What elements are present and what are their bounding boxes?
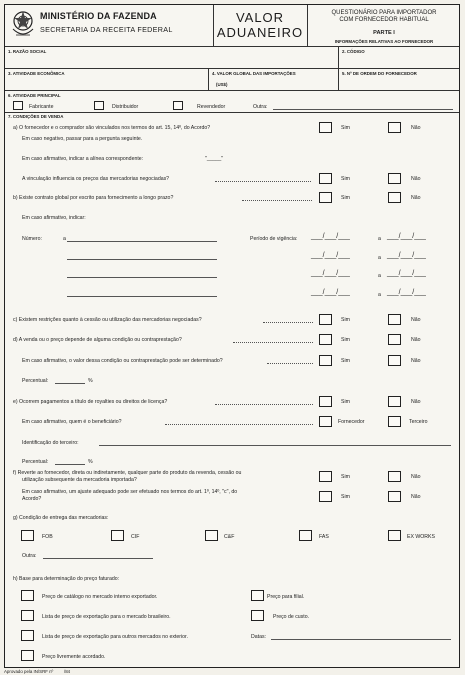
a2-nao-checkbox[interactable]: [388, 173, 401, 184]
codigo-label: 2. CÓDIGO: [342, 49, 365, 54]
d-positive-note: Em caso afirmativo, o valor dessa condição ou contraprestação pode ser determinado?: [22, 358, 223, 364]
h-livre-checkbox[interactable]: [21, 650, 34, 661]
secretariat-name: SECRETARIA DA RECEITA FEDERAL: [40, 25, 173, 34]
questionnaire-title-1: QUESTIONÁRIO PARA IMPORTADOR: [331, 10, 437, 16]
f2-sim-label: Sim: [341, 494, 350, 500]
date-row-2[interactable]: ___/___/___: [311, 252, 350, 259]
numero-line-2[interactable]: [67, 259, 217, 260]
question-b: b) Existe contrato global por escrito para fornecimento a longo prazo?: [13, 195, 174, 201]
ministry-name: MINISTÉRIO DA FAZENDA: [40, 11, 157, 21]
date-a-4: a: [378, 292, 381, 298]
c-nao-checkbox[interactable]: [388, 314, 401, 325]
h-catalogo-checkbox[interactable]: [21, 590, 34, 601]
d-sim-checkbox[interactable]: [319, 334, 332, 345]
d-percentual-field[interactable]: [55, 383, 85, 384]
a-negative-note: Em caso negativo, passar para a pergunta seguinte.: [22, 136, 143, 142]
title-aduaneiro: ADUANEIRO: [216, 25, 304, 40]
distribuidor-checkbox[interactable]: [94, 101, 104, 110]
question-f-line1: f) Reverte ao fornecedor, direta ou indiretamente, qualquer parte do produto da revenda, cessão ou: [13, 470, 242, 476]
d-pct-sign: %: [88, 378, 93, 384]
h-livre-label: Preço livremente acordado.: [42, 654, 106, 660]
g-outra-label: Outra:: [22, 553, 37, 559]
customs-form: [4, 4, 460, 668]
d2-nao-checkbox[interactable]: [388, 355, 401, 366]
usd-label: (US$): [216, 82, 228, 87]
d-nao-label: Não: [411, 337, 421, 343]
e-positive-note: Em caso afirmativo, quem é o beneficiário?: [22, 419, 122, 425]
e-pct-sign: %: [88, 459, 93, 465]
h-custo-checkbox[interactable]: [251, 610, 264, 621]
atividade-principal-label: 6. ATIVIDADE PRINCIPAL: [8, 93, 61, 98]
numero-line-4[interactable]: [67, 296, 217, 297]
valor-global-label: 4. VALOR GLOBAL DAS IMPORTAÇÕES: [212, 71, 296, 76]
h-outros-checkbox[interactable]: [21, 630, 34, 641]
e-percentual-field[interactable]: [55, 464, 85, 465]
e-ident-field[interactable]: [99, 445, 451, 446]
razao-social-label: 1. RAZÃO SOCIAL: [8, 49, 47, 54]
c-sim-label: Sim: [341, 317, 350, 323]
h-brasil-label: Lista de preço de exportação para o mercado brasileiro.: [42, 614, 171, 620]
fabricante-label: Fabricante: [29, 104, 54, 110]
d2-sim-checkbox[interactable]: [319, 355, 332, 366]
b-sim-label: Sim: [341, 195, 350, 201]
a2-nao-label: Não: [411, 176, 421, 182]
f2-nao-checkbox[interactable]: [388, 491, 401, 502]
f-nao-checkbox[interactable]: [388, 471, 401, 482]
revendedor-checkbox[interactable]: [173, 101, 183, 110]
e-sim-checkbox[interactable]: [319, 396, 332, 407]
date-row-1[interactable]: ___/___/___: [311, 233, 350, 240]
question-a: a) O fornecedor e o comprador são vinculados nos termos do art. 15, 14º, do Acordo?: [13, 125, 211, 131]
cif-label: CIF: [131, 534, 140, 540]
fob-label: FOB: [42, 534, 53, 540]
b-positive-note: Em caso afirmativo, indicar:: [22, 215, 86, 221]
date-a-1: a: [378, 236, 381, 242]
b-sim-checkbox[interactable]: [319, 192, 332, 203]
cf-checkbox[interactable]: [205, 530, 218, 541]
coat-of-arms-icon: [10, 9, 36, 39]
cif-checkbox[interactable]: [111, 530, 124, 541]
fabricante-checkbox[interactable]: [13, 101, 23, 110]
a2-sim-checkbox[interactable]: [319, 173, 332, 184]
d2-nao-label: Não: [411, 358, 421, 364]
question-c: c) Existem restrições quanto à cessão ou utilização das mercadorias negociadas?: [13, 317, 202, 323]
question-f-line2: utilização subsequente da mercadoria importada?: [22, 477, 137, 483]
h-outros-label: Lista de preço de exportação para outros mercados no exterior.: [42, 634, 188, 640]
g-outra-field[interactable]: [43, 558, 153, 559]
e-nao-checkbox[interactable]: [388, 396, 401, 407]
e-fornecedor-checkbox[interactable]: [319, 416, 332, 427]
b-nao-label: Não: [411, 195, 421, 201]
h-datas-label: Datas:: [251, 634, 266, 640]
d2-sim-label: Sim: [341, 358, 350, 364]
date-a-3: a: [378, 273, 381, 279]
footer-number: /84: [64, 669, 71, 674]
d-sim-label: Sim: [341, 337, 350, 343]
c-nao-label: Não: [411, 317, 421, 323]
f-positive-line2: Acordo?: [22, 496, 42, 502]
f-sim-label: Sim: [341, 474, 350, 480]
condicoes-venda-label: 7. CONDIÇÕES DE VENDA: [8, 114, 64, 119]
part-label: PARTE I: [373, 30, 395, 36]
cf-label: C&F: [224, 534, 235, 540]
fas-checkbox[interactable]: [299, 530, 312, 541]
a2-sim-label: Sim: [341, 176, 350, 182]
e-sim-label: Sim: [341, 399, 350, 405]
question-g: g) Condição de entrega das mercadorias:: [13, 515, 109, 521]
ex-works-checkbox[interactable]: [388, 530, 401, 541]
periodo-label: Período de vigência:: [250, 236, 298, 242]
a-sim-checkbox[interactable]: [319, 122, 332, 133]
a-nao-checkbox[interactable]: [388, 122, 401, 133]
e-ident-label: Identificação do terceiro:: [22, 440, 79, 446]
footer-approved: Aprovado pela IN/SRF nº: [4, 669, 54, 674]
date-a-2: a: [378, 255, 381, 261]
a-alinea-field[interactable]: "_____": [205, 156, 224, 162]
f-sim-checkbox[interactable]: [319, 471, 332, 482]
a-positive-note: Em caso afirmativo, indicar a alínea correspondente:: [22, 156, 144, 162]
date-row-2b[interactable]: ___/___/___: [387, 252, 426, 259]
outra-label: Outra:: [253, 104, 268, 110]
numero-label: Número:: [22, 236, 42, 242]
h-brasil-checkbox[interactable]: [21, 610, 34, 621]
numero-line-3[interactable]: [67, 277, 217, 278]
h-filial-label: Preço para filial.: [267, 594, 305, 600]
numero-dot: a: [63, 236, 66, 242]
c-sim-checkbox[interactable]: [319, 314, 332, 325]
fob-checkbox[interactable]: [21, 530, 34, 541]
a-influence-question: A vinculação influencia os preços das mercadorias negociadas?: [22, 176, 170, 182]
d-percentual-label: Percentual:: [22, 378, 49, 384]
e-terceiro-label: Terceiro: [409, 419, 428, 425]
date-row-3b[interactable]: ___/___/___: [387, 270, 426, 277]
numero-line-1[interactable]: [67, 241, 217, 242]
h-filial-checkbox[interactable]: [251, 590, 264, 601]
a-nao-label: Não: [411, 125, 421, 131]
h-custo-label: Preço de custo.: [273, 614, 310, 620]
date-row-4b[interactable]: ___/___/___: [387, 289, 426, 296]
questionnaire-title-2: COM FORNECEDOR HABITUAL: [339, 17, 429, 23]
b-nao-checkbox[interactable]: [388, 192, 401, 203]
question-h: h) Base para determinação do preço faturado:: [13, 576, 120, 582]
revendedor-label: Revendedor: [197, 104, 226, 110]
date-row-4[interactable]: ___/___/___: [311, 289, 350, 296]
d-nao-checkbox[interactable]: [388, 334, 401, 345]
atividade-economica-label: 3. ATIVIDADE ECONÔMICA: [8, 71, 65, 76]
h-catalogo-label: Preço de catálogo no mercado interno exportador.: [42, 594, 158, 600]
supplier-info-label: INFORMAÇÕES RELATIVAS AO FORNECEDOR: [334, 39, 434, 44]
h-datas-field[interactable]: [271, 639, 451, 640]
a-sim-label: Sim: [341, 125, 350, 131]
question-e: e) Ocorrem pagamentos a título de royalties ou direitos de licença?: [13, 399, 168, 405]
fas-label: FAS: [319, 534, 329, 540]
distribuidor-label: Distribuidor: [112, 104, 139, 110]
ex-works-label: EX WORKS: [407, 534, 435, 540]
ordem-fornecedor-label: 5. Nº DE ORDEM DO FORNECEDOR: [342, 71, 417, 76]
e-terceiro-checkbox[interactable]: [388, 416, 401, 427]
e-percentual-label: Percentual:: [22, 459, 49, 465]
f-positive-line1: Em caso afirmativo, um ajuste adequado pode ser efetuado nos termos do art. 1º, 14º, "c", do: [22, 489, 238, 495]
date-row-3[interactable]: ___/___/___: [311, 270, 350, 277]
date-row-1b[interactable]: ___/___/___: [387, 233, 426, 240]
f-nao-label: Não: [411, 474, 421, 480]
title-valor: VALOR: [235, 10, 285, 25]
e-fornecedor-label: Fornecedor: [338, 419, 365, 425]
f2-sim-checkbox[interactable]: [319, 491, 332, 502]
question-d: d) A venda ou o preço depende de alguma condição ou contraprestação?: [13, 337, 182, 343]
e-nao-label: Não: [411, 399, 421, 405]
f2-nao-label: Não: [411, 494, 421, 500]
